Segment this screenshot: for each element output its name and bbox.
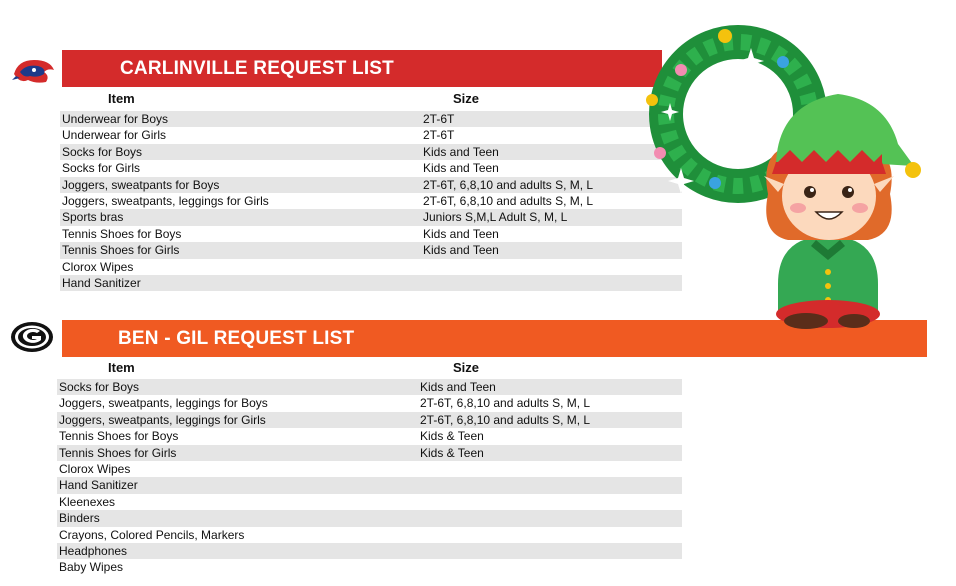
item-name: Tennis Shoes for Girls: [62, 243, 180, 258]
list-item: [60, 242, 682, 258]
list-item: [60, 127, 682, 143]
list-item: [57, 395, 682, 411]
list-item: [60, 111, 682, 127]
item-name: Socks for Boys: [62, 144, 143, 159]
list-item: [57, 510, 682, 526]
list-item: [60, 160, 682, 176]
item-size: Juniors S,M,L Adult S, M, L: [423, 210, 568, 225]
list-item: [57, 477, 682, 493]
item-size: Kids and Teen: [420, 380, 496, 394]
list-item: [60, 209, 682, 225]
bengil-col-item: Item: [108, 360, 135, 375]
item-name: Tennis Shoes for Boys: [62, 226, 182, 241]
item-name: Kleenexes: [59, 494, 116, 509]
item-name: Socks for Girls: [62, 161, 141, 176]
list-item: [60, 275, 682, 291]
list-item: [57, 527, 682, 543]
list-item: [57, 461, 682, 477]
g-letter-logo-icon: [10, 321, 54, 353]
christmas-elf-wreath-icon: [628, 14, 928, 334]
item-name: Baby Wipes: [59, 560, 124, 575]
list-item: [57, 543, 682, 559]
list-item: [60, 226, 682, 242]
item-name: Joggers, sweatpants, leggings for Boys: [59, 396, 268, 411]
item-size: Kids and Teen: [423, 226, 499, 241]
item-size: 2T-6T: [423, 128, 455, 143]
bengil-col-size: Size: [453, 360, 480, 375]
item-name: Hand Sanitizer: [62, 275, 141, 290]
list-item: [57, 428, 682, 444]
item-name: Underwear for Boys: [62, 112, 169, 126]
item-size: Kids and Teen: [423, 243, 499, 258]
item-name: Socks for Boys: [59, 380, 140, 394]
item-name: Headphones: [59, 543, 128, 558]
bengil-list: [57, 379, 682, 576]
carlinville-banner: [62, 50, 662, 87]
item-size: Kids and Teen: [423, 161, 499, 176]
list-item: [60, 177, 682, 193]
item-size: 2T-6T, 6,8,10 and adults S, M, L: [423, 177, 594, 192]
list-item: [57, 379, 682, 395]
list-item: [60, 259, 682, 275]
item-size: 2T-6T, 6,8,10 and adults S, M, L: [420, 396, 591, 411]
item-name: Joggers, sweatpants, leggings for Girls: [62, 193, 269, 208]
list-item: [60, 193, 682, 209]
carlinville-title: CARLINVILLE REQUEST LIST: [120, 57, 394, 79]
item-name: Joggers, sweatpants for Boys: [62, 177, 220, 192]
item-name: Tennis Shoes for Girls: [59, 445, 177, 460]
list-item: [57, 559, 682, 575]
carlinville-col-size: Size: [453, 91, 480, 106]
item-name: Clorox Wipes: [62, 259, 134, 274]
bengil-title: BEN - GIL REQUEST LIST: [118, 327, 355, 349]
item-name: Clorox Wipes: [59, 461, 131, 476]
carlinville-col-item: Item: [108, 91, 135, 106]
cavalier-mascot-icon: [10, 54, 58, 86]
item-name: Binders: [59, 511, 100, 526]
list-item: [57, 412, 682, 428]
item-size: Kids and Teen: [423, 144, 499, 159]
list-item: [57, 445, 682, 461]
item-name: Underwear for Girls: [62, 128, 167, 143]
item-size: Kids & Teen: [420, 429, 484, 444]
item-name: Sports bras: [62, 210, 124, 225]
carlinville-list: [60, 111, 682, 291]
item-size: 2T-6T: [423, 112, 455, 126]
item-name: Joggers, sweatpants, leggings for Girls: [59, 412, 266, 427]
item-size: Kids & Teen: [420, 445, 484, 460]
item-name: Crayons, Colored Pencils, Markers: [59, 527, 245, 542]
list-item: [60, 144, 682, 160]
item-size: 2T-6T, 6,8,10 and adults S, M, L: [423, 193, 594, 208]
list-item: [57, 494, 682, 510]
item-name: Hand Sanitizer: [59, 478, 138, 493]
item-size: 2T-6T, 6,8,10 and adults S, M, L: [420, 412, 591, 427]
item-name: Tennis Shoes for Boys: [59, 429, 179, 444]
